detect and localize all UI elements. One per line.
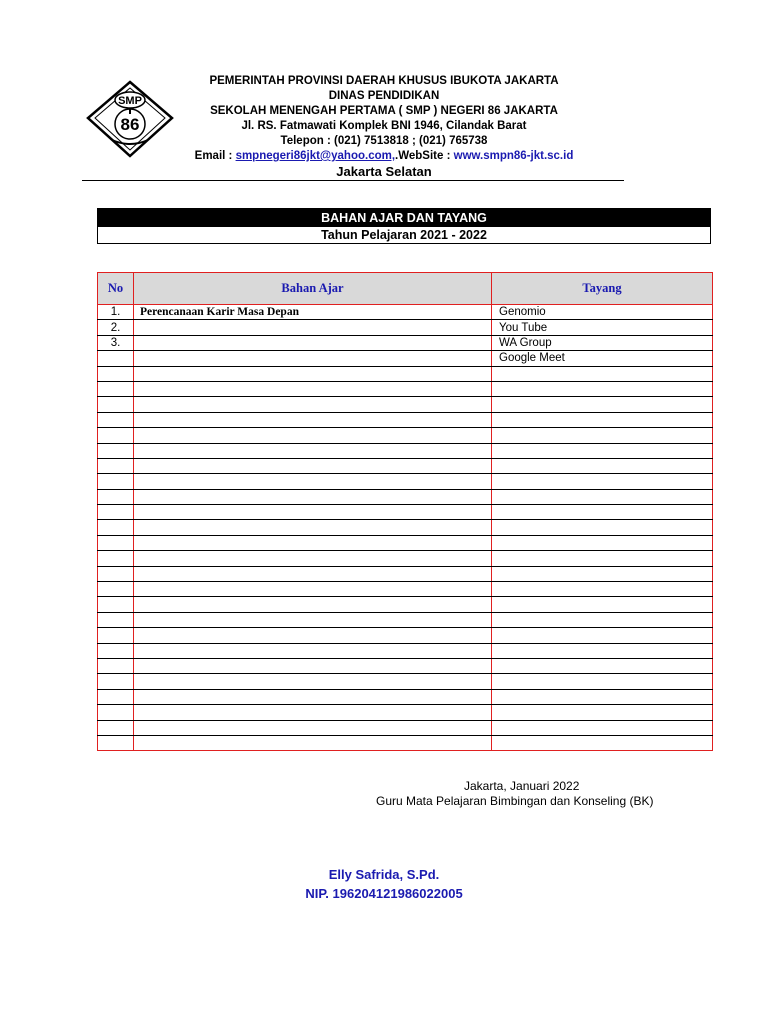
table-row — [98, 720, 713, 735]
cell-no — [98, 351, 134, 366]
cell-no — [98, 535, 134, 550]
cell-bahan — [134, 735, 492, 750]
title-box — [97, 208, 711, 244]
table-row — [98, 520, 713, 535]
cell-bahan — [134, 520, 492, 535]
column-header-no: No — [98, 273, 134, 305]
material-table — [97, 272, 713, 751]
cell-no — [98, 582, 134, 597]
table-row — [98, 674, 713, 689]
cell-tayang — [492, 720, 713, 735]
cell-bahan — [134, 658, 492, 673]
cell-bahan — [134, 320, 492, 335]
table-row — [98, 643, 713, 658]
table-row — [98, 381, 713, 396]
column-header-tayang: Tayang — [492, 273, 713, 305]
cell-no — [98, 412, 134, 427]
header-phone: Telepon : (021) 7513818 ; (021) 765738 — [280, 135, 488, 147]
cell-tayang — [492, 674, 713, 689]
cell-tayang — [492, 658, 713, 673]
table-header-row — [98, 273, 713, 305]
cell-no — [98, 443, 134, 458]
cell-no — [98, 674, 134, 689]
cell-no — [98, 428, 134, 443]
table-row — [98, 535, 713, 550]
table-row — [98, 551, 713, 566]
cell-no — [98, 520, 134, 535]
cell-bahan — [134, 535, 492, 550]
column-header-bahan: Bahan Ajar — [134, 273, 492, 305]
table-row — [98, 689, 713, 704]
cell-bahan — [134, 366, 492, 381]
cell-bahan — [134, 674, 492, 689]
table-row — [98, 474, 713, 489]
website-label: .WebSite : — [395, 150, 454, 162]
email-link[interactable]: smpnegeri86jkt@yahoo.com, — [235, 150, 396, 162]
header-divider — [82, 180, 624, 181]
cell-tayang: You Tube — [492, 320, 713, 335]
cell-tayang — [492, 397, 713, 412]
header-department: DINAS PENDIDIKAN — [328, 90, 440, 102]
signature-name: Elly Safrida, S.Pd. — [328, 867, 440, 882]
cell-no — [98, 381, 134, 396]
cell-no: 1. — [98, 305, 134, 320]
cell-no — [98, 735, 134, 750]
table-row — [98, 320, 713, 335]
table-row — [98, 628, 713, 643]
cell-bahan — [134, 689, 492, 704]
table-row — [98, 489, 713, 504]
table-row — [98, 443, 713, 458]
cell-no — [98, 597, 134, 612]
table-row — [98, 305, 713, 320]
table-row — [98, 412, 713, 427]
cell-bahan — [134, 720, 492, 735]
cell-tayang — [492, 428, 713, 443]
cell-no — [98, 628, 134, 643]
cell-bahan — [134, 582, 492, 597]
cell-no — [98, 643, 134, 658]
signature-role: Guru Mata Pelajaran Bimbingan dan Konseling (BK) — [376, 794, 654, 808]
cell-tayang — [492, 458, 713, 473]
signature-nip: NIP. 196204121986022005 — [305, 886, 463, 901]
cell-tayang — [492, 705, 713, 720]
table-row — [98, 458, 713, 473]
cell-tayang: Genomio — [492, 305, 713, 320]
cell-no: 2. — [98, 320, 134, 335]
header-city: Jakarta Selatan — [336, 164, 432, 179]
document-title: BAHAN AJAR DAN TAYANG — [98, 209, 710, 227]
cell-bahan — [134, 551, 492, 566]
cell-bahan — [134, 381, 492, 396]
table-row — [98, 735, 713, 750]
cell-tayang — [492, 505, 713, 520]
cell-bahan — [134, 489, 492, 504]
cell-tayang — [492, 597, 713, 612]
cell-bahan — [134, 566, 492, 581]
cell-bahan — [134, 474, 492, 489]
website-link[interactable]: www.smpn86-jkt.sc.id — [453, 150, 574, 162]
logo-text: SMP — [118, 95, 142, 107]
cell-no — [98, 505, 134, 520]
cell-bahan — [134, 612, 492, 627]
cell-no — [98, 397, 134, 412]
table-row — [98, 612, 713, 627]
table-row — [98, 366, 713, 381]
table-row — [98, 597, 713, 612]
academic-year: Tahun Pelajaran 2021 - 2022 — [321, 228, 487, 242]
cell-no — [98, 474, 134, 489]
cell-tayang — [492, 412, 713, 427]
cell-bahan — [134, 705, 492, 720]
header-contact — [0, 148, 768, 164]
email-label: Email : — [194, 150, 236, 162]
cell-tayang — [492, 474, 713, 489]
cell-tayang: WA Group — [492, 335, 713, 350]
cell-no — [98, 551, 134, 566]
table-row — [98, 428, 713, 443]
cell-tayang — [492, 551, 713, 566]
cell-bahan — [134, 643, 492, 658]
cell-no — [98, 489, 134, 504]
cell-tayang — [492, 582, 713, 597]
cell-no — [98, 458, 134, 473]
table-row — [98, 351, 713, 366]
cell-tayang — [492, 366, 713, 381]
table-row — [98, 566, 713, 581]
cell-tayang — [492, 489, 713, 504]
cell-tayang — [492, 643, 713, 658]
table-row — [98, 582, 713, 597]
cell-tayang — [492, 628, 713, 643]
cell-no — [98, 705, 134, 720]
cell-bahan — [134, 335, 492, 350]
cell-bahan — [134, 443, 492, 458]
cell-no — [98, 566, 134, 581]
cell-no — [98, 720, 134, 735]
cell-bahan: Perencanaan Karir Masa Depan — [134, 305, 492, 320]
cell-tayang — [492, 535, 713, 550]
cell-tayang — [492, 520, 713, 535]
logo-number: 86 — [120, 115, 140, 134]
table-row — [98, 397, 713, 412]
table-row — [98, 658, 713, 673]
cell-bahan — [134, 505, 492, 520]
cell-bahan — [134, 597, 492, 612]
cell-bahan — [134, 628, 492, 643]
table-row — [98, 705, 713, 720]
cell-no — [98, 689, 134, 704]
cell-no — [98, 366, 134, 381]
signature-place-date: Jakarta, Januari 2022 — [464, 779, 580, 793]
table-row — [98, 335, 713, 350]
cell-no — [98, 612, 134, 627]
cell-tayang: Google Meet — [492, 351, 713, 366]
cell-bahan — [134, 428, 492, 443]
cell-no — [98, 658, 134, 673]
cell-bahan — [134, 458, 492, 473]
cell-tayang — [492, 689, 713, 704]
cell-bahan — [134, 412, 492, 427]
table-row — [98, 505, 713, 520]
cell-no: 3. — [98, 335, 134, 350]
cell-bahan — [134, 351, 492, 366]
cell-tayang — [492, 566, 713, 581]
cell-tayang — [492, 381, 713, 396]
cell-tayang — [492, 443, 713, 458]
cell-tayang — [492, 612, 713, 627]
header-address: Jl. RS. Fatmawati Komplek BNI 1946, Cilandak Barat — [241, 120, 527, 132]
cell-tayang — [492, 735, 713, 750]
header-government: PEMERINTAH PROVINSI DAERAH KHUSUS IBUKOTA JAKARTA — [209, 75, 559, 87]
header-school-name: SEKOLAH MENENGAH PERTAMA ( SMP ) NEGERI 86 JAKARTA — [210, 105, 558, 117]
cell-bahan — [134, 397, 492, 412]
